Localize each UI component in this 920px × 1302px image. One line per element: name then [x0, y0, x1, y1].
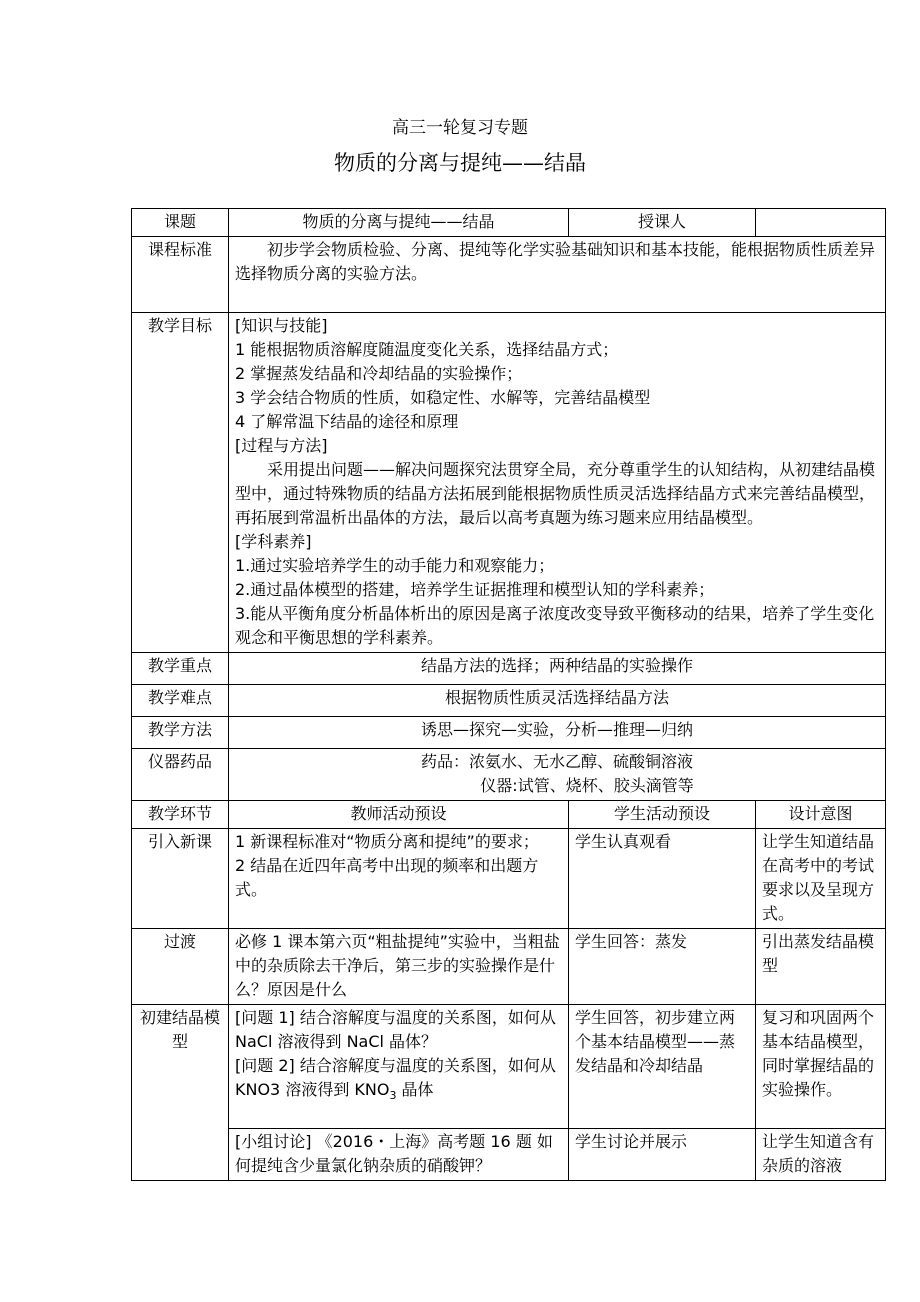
standard-text: 初步学会物质检验、分离、提纯等化学实验基础知识和基本技能，能根据物质性质差异选择物质分离的实验方法。 — [229, 237, 886, 313]
literacy-item-1: 1.通过实验培养学生的动手能力和观察能力； — [235, 556, 555, 575]
lesson-plan-table — [131, 208, 886, 1181]
knowledge-item-4: 4 了解常温下结晶的途径和原理 — [235, 412, 459, 431]
intent-model: 复习和巩固两个基本结晶模型，同时掌握结晶的实验操作。 — [756, 1005, 886, 1129]
student-activity-intro: 学生认真观看 — [569, 829, 756, 929]
doc-subtitle: 高三一轮复习专题 — [392, 118, 528, 138]
table-row — [132, 1005, 886, 1129]
column-header-intent: 设计意图 — [756, 801, 886, 829]
table-row — [132, 749, 886, 801]
doc-title: 物质的分离与提纯——结晶 — [334, 151, 586, 175]
teacher-activity-model — [229, 1005, 569, 1129]
column-header-stage: 教学环节 — [132, 801, 229, 829]
method-label: 教学方法 — [132, 717, 229, 749]
table-row — [132, 685, 886, 717]
table-header-row — [132, 801, 886, 829]
equipment-label: 仪器药品 — [132, 749, 229, 801]
student-activity-discussion: 学生讨论并展示 — [569, 1129, 756, 1181]
column-header-student: 学生活动预设 — [569, 801, 756, 829]
intent-transition: 引出蒸发结晶模型 — [756, 929, 886, 1005]
table-row — [132, 209, 886, 237]
model-question-2-tail: 晶体 — [396, 1080, 434, 1099]
topic-value: 物质的分离与提纯——结晶 — [229, 209, 569, 237]
column-header-teacher: 教师活动预设 — [229, 801, 569, 829]
equipment-chemicals: 药品：浓氨水、无水乙醇、硫酸铜溶液 — [420, 752, 693, 771]
knowledge-item-3: 3 学会结合物质的性质，如稳定性、水解等，完善结晶模型 — [235, 388, 651, 407]
topic-label: 课题 — [132, 209, 229, 237]
stage-transition: 过渡 — [132, 929, 229, 1005]
teacher-activity-transition: 必修 1 课本第六页“粗盐提纯”实验中，当粗盐中的杂质除去干净后，第三步的实验操作是什么？原因是什么 — [229, 929, 569, 1005]
student-activity-transition: 学生回答：蒸发 — [569, 929, 756, 1005]
equipment-cell — [229, 749, 886, 801]
key-label: 教学重点 — [132, 653, 229, 685]
model-question-1: [问题 1] 结合溶解度与温度的关系图，如何从 NaCl 溶液得到 NaCl 晶体？ — [235, 1008, 556, 1051]
table-row — [132, 929, 886, 1005]
table-row — [132, 653, 886, 685]
difficulty-text: 根据物质性质灵活选择结晶方法 — [229, 685, 886, 717]
table-row — [132, 717, 886, 749]
literacy-item-2: 2.通过晶体模型的搭建，培养学生证据推理和模型认知的学科素养； — [235, 580, 715, 599]
goals-label: 教学目标 — [132, 313, 229, 653]
model-question-2 — [235, 1054, 562, 1102]
table-row — [132, 829, 886, 929]
process-text: 采用提出问题——解决问题探究法贯穿全局，充分尊重学生的认知结构，从初建结晶模型中，通过特殊物质的结晶方法拓展到能根据物质性质灵活选择结晶方式来完善结晶模型，再拓展到常温析出晶体的方法，最后以高考真题为练习题来应用结晶模型。 — [235, 460, 876, 527]
knowledge-heading: [知识与技能] — [235, 316, 328, 335]
intent-discussion: 让学生知道含有杂质的溶液 — [756, 1129, 886, 1181]
difficulty-label: 教学难点 — [132, 685, 229, 717]
stage-intro: 引入新课 — [132, 829, 229, 929]
teacher-activity-intro — [229, 829, 569, 929]
intent-intro: 让学生知道结晶在高考中的考试要求以及呈现方式。 — [756, 829, 886, 929]
knowledge-item-1: 1 能根据物质溶解度随温度变化关系，选择结晶方式； — [235, 340, 619, 359]
table-row — [132, 1129, 886, 1181]
key-text: 结晶方法的选择；两种结晶的实验操作 — [229, 653, 886, 685]
model-question-2-text: [问题 2] 结合溶解度与温度的关系图，如何从 KNO3 溶液得到 KNO — [235, 1056, 556, 1099]
table-row — [132, 237, 886, 313]
teacher-activity-discussion: [小组讨论] 《2016・上海》高考题 16 题 如何提纯含少量氯化钠杂质的硝酸钾？ — [229, 1129, 569, 1181]
teacher-value — [756, 209, 886, 237]
method-text: 诱思—探究—实验，分析—推理—归纳 — [229, 717, 886, 749]
standard-label: 课程标准 — [132, 237, 229, 313]
process-heading: [过程与方法] — [235, 436, 328, 455]
literacy-heading: [学科素养] — [235, 532, 312, 551]
intro-teacher-item-1: 1 新课程标准对“物质分离和提纯”的要求； — [235, 832, 539, 851]
knowledge-item-2: 2 掌握蒸发结晶和冷却结晶的实验操作； — [235, 364, 523, 383]
teacher-label: 授课人 — [569, 209, 756, 237]
table-row — [132, 313, 886, 653]
intro-teacher-item-2: 2 结晶在近四年高考中出现的频率和出题方式。 — [235, 856, 539, 899]
stage-model: 初建结晶模型 — [132, 1005, 229, 1181]
literacy-item-3: 3.能从平衡角度分析晶体析出的原因是离子浓度改变导致平衡移动的结果，培养了学生变化观念和平衡思想的学科素养。 — [235, 604, 875, 647]
goals-cell — [229, 313, 886, 653]
equipment-instruments: 仪器:试管、烧杯、胶头滴管等 — [480, 776, 694, 795]
student-activity-model: 学生回答，初步建立两个基本结晶模型——蒸发结晶和冷却结晶 — [569, 1005, 756, 1129]
model-question-2-subscript: 3 — [389, 1089, 397, 1103]
